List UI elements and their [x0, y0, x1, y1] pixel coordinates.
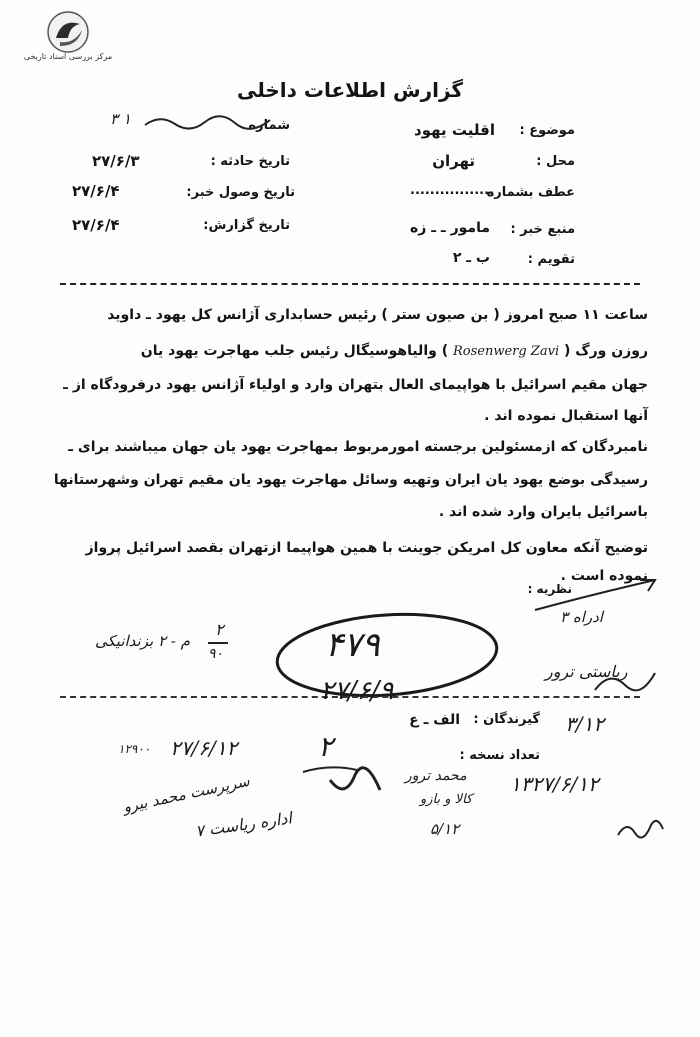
recipients-label: گیرندگان : — [473, 712, 540, 727]
body-p1-line2-a: روزن ورگ ( — [563, 343, 648, 359]
left-date: ۲۷/۶/۱۲ — [170, 736, 238, 760]
signature-left: سرپرست محمد بیرو — [121, 771, 252, 817]
circled-number: ۴۷۹ — [325, 625, 380, 665]
number-value: ۳ ۱ — [110, 110, 131, 128]
check-mark — [325, 760, 385, 810]
calendar-label: تقویم : — [527, 252, 575, 267]
archive-caption: مرکز بررسی اسناد تاریخی — [23, 52, 113, 61]
signature-center-3: ۵/۱۲ — [430, 820, 460, 838]
mid-date: ۲۷/۶/۹ — [320, 676, 394, 706]
source-label: منبع خبر : — [510, 222, 575, 237]
body-p2-line3: باسرائیل بایران وارد شده اند . — [438, 504, 648, 520]
number-scribble — [140, 110, 280, 132]
source-value: مامور ـ ـ زه — [410, 220, 490, 236]
fraction-bottom: ۹۰ — [208, 646, 224, 662]
received-date-label: تاریخ وصول خبر: — [186, 185, 295, 200]
right-note-1: ادراه ۳ — [560, 608, 603, 626]
body-p2-line1: نامبردگان که ازمسئولین برجسته امورمربوط بمهاجرت یهود یان جهان میباشند برای ـ — [68, 439, 648, 455]
right-note-2: ریاستی ترور — [545, 662, 628, 681]
body-p1-line3: جهان مقیم اسرائیل با هواپیمای العال بتهران وارد و اولیاء آژانس یهود درفرودگاه از ـ — [63, 377, 648, 393]
subject-label: موضوع : — [519, 123, 575, 138]
body-p1-line2-b: ) والیاهوسیگال رئیس جلب مهاجرت یهود یان — [140, 343, 449, 359]
copies-label: تعداد نسخه : — [459, 748, 540, 763]
left-margin-note: م - ۲ بزندانیکی — [95, 632, 190, 650]
subject-value: اقلیت یهود — [414, 121, 495, 139]
report-date-value: ۲۷/۶/۴ — [72, 216, 120, 234]
ref-value: ................. — [410, 183, 494, 198]
report-date-label: تاریخ گزارش: — [203, 218, 290, 233]
body-p3-line2: نموده است . — [560, 568, 648, 584]
fraction-top: ۲ — [215, 620, 224, 639]
right-margin-number: ۳/۱۲ — [565, 712, 604, 736]
calendar-value: ب ـ ۲ — [452, 250, 490, 266]
corner-signature — [615, 815, 665, 845]
body-p1-line2 — [48, 343, 648, 359]
document-title: گزارش اطلاعات داخلی — [236, 78, 464, 102]
opinion-label: نظریه : — [527, 582, 572, 596]
mark-two: ۲ — [318, 730, 334, 763]
body-p1-line4: آنها استقبال نموده اند . — [484, 408, 648, 424]
right-scribble — [590, 665, 660, 700]
received-date-value: ۲۷/۶/۴ — [72, 182, 120, 200]
body-p3-line1: توضیح آنکه معاون کل امریکن جوینت با همین هواپیما ازتهران بقصد اسرائیل پرواز — [85, 540, 648, 556]
place-value: تهران — [432, 152, 475, 170]
place-label: محل : — [536, 154, 575, 169]
signature-left-2: اداره ریاست ۷ — [194, 808, 293, 841]
body-p1-line1: ساعت ۱۱ صبح امروز ( بن صیون ستر ) رئیس حسابداری آژانس کل یهود ـ داوید — [107, 307, 648, 323]
handwritten-latin-name: Rosenwerg Zavi — [452, 344, 560, 359]
bottom-right-date: ۱۳۲۷/۶/۱۲ — [510, 772, 599, 796]
number-label: شماره — [248, 118, 290, 133]
signature-center: محمد ترور — [405, 768, 467, 784]
event-date-value: ۲۷/۶/۳ — [92, 152, 140, 170]
signature-center-2: کالا و بازو — [420, 792, 473, 807]
fraction-bar — [208, 642, 228, 644]
body-p2-line2: رسیدگی بوضع یهود یان ایران وتهیه وسائل مهاجرت یهود یان مقیم تهران وشهرستانها — [53, 472, 648, 488]
recipients-value: الف ـ ع — [409, 712, 460, 728]
header-divider — [60, 283, 640, 285]
left-number: ۱۲۹۰۰ — [118, 742, 151, 756]
ref-label: عطف بشماره — [486, 185, 575, 200]
event-date-label: تاریخ حادثه : — [210, 154, 290, 169]
